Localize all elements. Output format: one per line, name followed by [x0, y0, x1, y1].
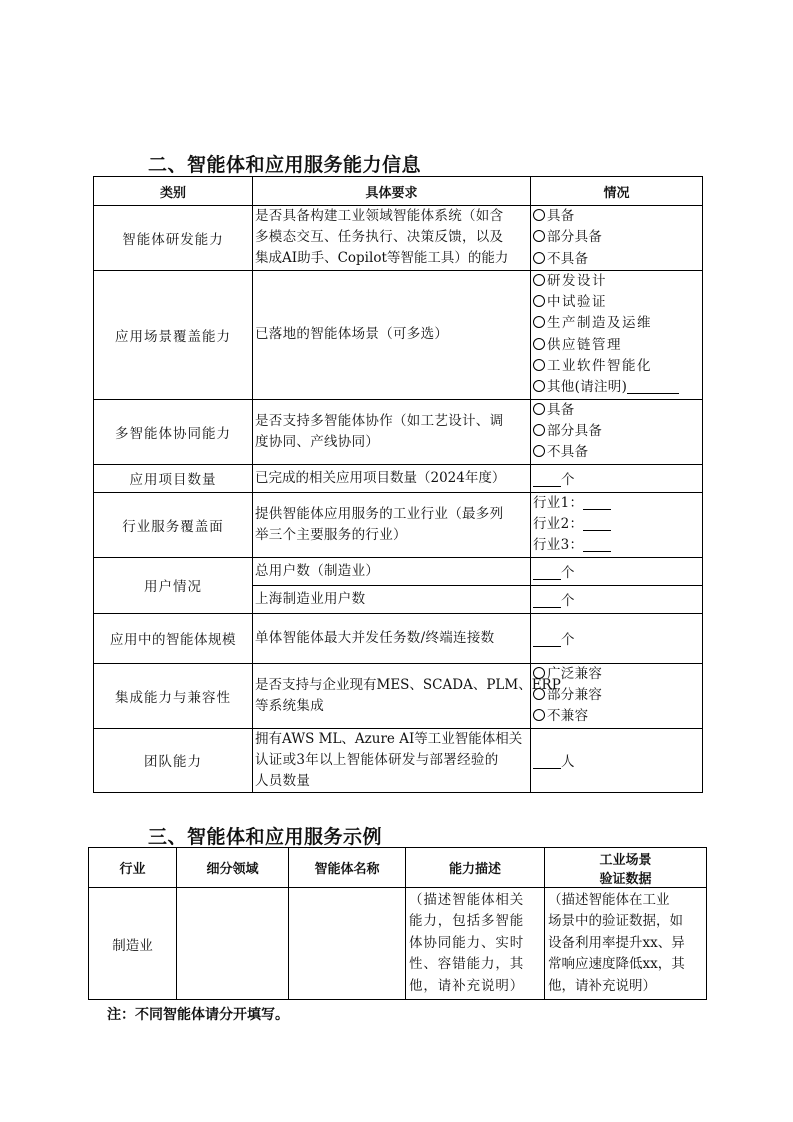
requirement-line: 集成AI助手、Copilot等智能工具）的能力: [255, 250, 509, 267]
unit-label: 个: [561, 472, 575, 489]
header-agent-name: 智能体名称: [289, 848, 406, 888]
table-row: [94, 206, 703, 271]
radio-circle-icon: [533, 230, 545, 242]
industry-label: 行业1：: [533, 494, 584, 511]
category-cell: 应用中的智能体规模: [94, 613, 253, 663]
industry-label: 行业3：: [533, 537, 584, 554]
requirement-line: 是否具备构建工业领域智能体系统（如含: [255, 208, 504, 225]
options-cell: [531, 399, 703, 464]
option-label: 中试验证: [547, 294, 607, 311]
capability-line: 性、容错能力，其: [409, 956, 525, 973]
example-table: [88, 847, 707, 1000]
count-blank[interactable]: [533, 579, 561, 580]
table-row: [94, 613, 703, 663]
radio-circle-icon: [533, 688, 545, 700]
option-label: 工业软件智能化: [547, 358, 652, 375]
header-status: 情况: [531, 177, 703, 206]
count-blank[interactable]: [533, 768, 561, 769]
count-cell: [531, 557, 703, 585]
checkbox-option[interactable]: [533, 335, 700, 356]
scenario-line: 常响应速度降低xx，其: [548, 956, 685, 973]
requirement-line: 认证或3年以上智能体研发与部署经验的: [255, 751, 499, 768]
industry-field: [533, 514, 700, 535]
scenario-cell[interactable]: [545, 888, 707, 1000]
option-label: 部分兼容: [547, 686, 603, 703]
capability-cell[interactable]: [406, 888, 545, 1000]
count-cell: [531, 585, 703, 613]
count-blank[interactable]: [533, 486, 561, 487]
option-label: 广泛兼容: [547, 665, 603, 682]
radio-circle-icon: [533, 709, 545, 721]
requirement-cell: 上海制造业用户数: [253, 585, 531, 613]
checkbox-option[interactable]: [533, 271, 700, 292]
header-industry: 行业: [89, 848, 177, 888]
unit-label: 个: [561, 565, 575, 582]
requirement-cell: 总用户数（制造业）: [253, 557, 531, 585]
header-capability: 能力描述: [406, 848, 545, 888]
count-cell: [531, 728, 703, 792]
subfield-cell[interactable]: [177, 888, 289, 1000]
unit-label: 个: [561, 632, 575, 649]
capability-line: 他，请补充说明）: [409, 977, 525, 994]
count-blank[interactable]: [533, 607, 561, 608]
unit-label: 个: [561, 593, 575, 610]
option-circle-icon: [533, 295, 545, 307]
radio-circle-icon: [533, 403, 545, 415]
requirement-line: 等系统集成: [255, 697, 324, 714]
requirement-line: 提供智能体应用服务的工业行业（最多列: [255, 505, 504, 522]
scenario-line: （描述智能体在工业: [548, 891, 670, 908]
capability-line: （描述智能体相关: [409, 891, 525, 908]
option-label: 研发设计: [547, 272, 607, 289]
header-scenario-line: 验证数据: [599, 871, 652, 887]
checkbox-option[interactable]: [533, 356, 700, 377]
radio-circle-icon: [533, 424, 545, 436]
option-circle-icon: [533, 338, 545, 350]
table-row: [89, 888, 707, 1000]
scenario-line: 他，请补充说明）: [548, 977, 656, 994]
option-label: 不具备: [547, 250, 589, 267]
requirement-line: 度协同、产线协同）: [255, 433, 380, 450]
radio-option[interactable]: [533, 442, 700, 463]
scenario-line: 设备利用率提升xx、异: [548, 934, 685, 951]
requirement-line: 人员数量: [255, 772, 311, 789]
footnote: 注：不同智能体请分开填写。: [107, 1007, 289, 1023]
radio-circle-icon: [533, 252, 545, 264]
option-label: 供应链管理: [547, 336, 622, 353]
option-label: 部分具备: [547, 423, 603, 440]
radio-circle-icon: [533, 445, 545, 457]
option-label: 部分具备: [547, 229, 603, 246]
industry-field: [533, 535, 700, 556]
checkbox-option[interactable]: [533, 377, 700, 398]
requirement-cell: 已完成的相关应用项目数量（2024年度）: [253, 464, 531, 492]
requirement-cell: 已落地的智能体场景（可多选）: [253, 270, 531, 399]
requirement-cell: 单体智能体最大并发任务数/终端连接数: [253, 613, 531, 663]
section2-title: 二、智能体和应用服务能力信息: [148, 154, 422, 176]
count-cell: [531, 613, 703, 663]
category-cell: 集成能力与兼容性: [94, 663, 253, 728]
header-scenario: [545, 848, 707, 888]
requirement-cell: [253, 399, 531, 464]
option-circle-icon: [533, 380, 545, 392]
category-cell: 应用项目数量: [94, 464, 253, 492]
count-cell: [531, 464, 703, 492]
table-row: [94, 399, 703, 464]
option-label: 不兼容: [547, 708, 589, 725]
industry-label: 行业2：: [533, 516, 584, 533]
radio-option[interactable]: [533, 685, 700, 706]
industries-cell: [531, 492, 703, 557]
agent-name-cell[interactable]: [289, 888, 406, 1000]
table-row: [94, 270, 703, 399]
options-cell: [531, 663, 703, 728]
option-circle-icon: [533, 359, 545, 371]
unit-label: 人: [561, 754, 575, 771]
option-label: 其他(请注明): [547, 379, 628, 396]
industry-blank[interactable]: [583, 509, 611, 510]
options-cell: [531, 206, 703, 271]
requirement-line: 举三个主要服务的行业）: [255, 526, 407, 543]
category-cell: 行业服务覆盖面: [94, 492, 253, 557]
radio-circle-icon: [533, 667, 545, 679]
industry-cell: 制造业: [89, 888, 177, 1000]
header-requirement: 具体要求: [253, 177, 531, 206]
other-specify-blank[interactable]: [627, 393, 679, 394]
option-label: 生产制造及运维: [547, 315, 652, 332]
radio-option[interactable]: [533, 421, 700, 442]
requirement-cell: [253, 206, 531, 271]
option-circle-icon: [533, 274, 545, 286]
header-subfield: 细分领域: [177, 848, 289, 888]
requirement-cell: [253, 492, 531, 557]
option-label: 具备: [547, 208, 575, 224]
option-label: 不具备: [547, 444, 589, 461]
requirement-line: 是否支持与企业现有MES、SCADA、PLM、ERP: [255, 676, 561, 693]
header-category: 类别: [94, 177, 253, 206]
count-blank[interactable]: [533, 646, 561, 647]
radio-option[interactable]: [533, 664, 700, 685]
table-row: [94, 557, 703, 585]
requirement-cell: [253, 728, 531, 792]
industry-blank[interactable]: [583, 551, 611, 552]
radio-option[interactable]: [533, 206, 700, 227]
industry-field: [533, 493, 700, 514]
category-cell: 应用场景覆盖能力: [94, 270, 253, 399]
radio-option[interactable]: [533, 227, 700, 248]
header-scenario-line: 工业场景: [599, 852, 652, 868]
requirement-line: 是否支持多智能体协作（如工艺设计、调: [255, 412, 504, 429]
requirement-line: 多模态交互、任务执行、决策反馈，以及: [255, 229, 504, 246]
capability-table: [93, 176, 703, 793]
category-cell: 团队能力: [94, 728, 253, 792]
capability-line: 能力，包括多智能: [409, 913, 525, 930]
radio-option[interactable]: [533, 400, 700, 421]
table-row: [94, 464, 703, 492]
capability-line: 体协同能力、实时: [409, 934, 525, 951]
table-row: [94, 663, 703, 728]
industry-blank[interactable]: [583, 530, 611, 531]
table-row: [94, 492, 703, 557]
checkbox-option[interactable]: [533, 313, 700, 334]
category-cell: 用户情况: [94, 557, 253, 613]
scenario-line: 场景中的验证数据，如: [548, 913, 683, 930]
requirement-line: 拥有AWS ML、Azure AI等工业智能体相关: [255, 730, 523, 747]
radio-option[interactable]: [533, 706, 700, 727]
category-cell: 智能体研发能力: [94, 206, 253, 271]
category-cell: 多智能体协同能力: [94, 399, 253, 464]
table-row: [94, 728, 703, 792]
radio-option[interactable]: [533, 249, 700, 270]
radio-circle-icon: [533, 209, 545, 221]
options-cell: [531, 270, 703, 399]
checkbox-option[interactable]: [533, 292, 700, 313]
option-circle-icon: [533, 316, 545, 328]
requirement-cell: [253, 663, 561, 728]
section3-title: 三、智能体和应用服务示例: [148, 826, 383, 848]
option-label: 具备: [547, 401, 575, 418]
